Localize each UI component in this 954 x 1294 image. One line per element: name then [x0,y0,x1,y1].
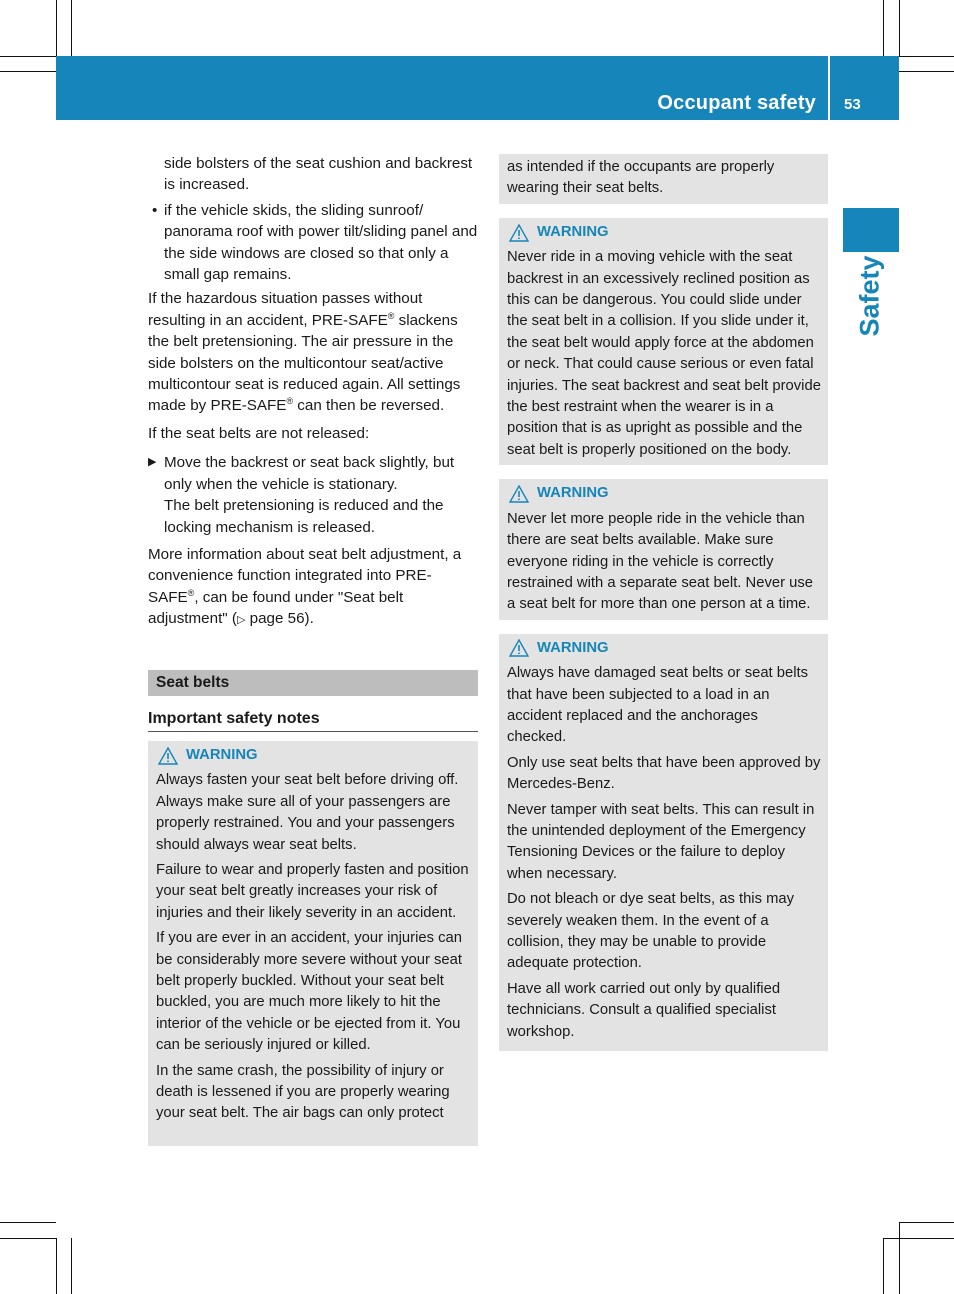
crop-mark [0,1222,56,1223]
crop-mark [56,0,57,56]
subsection-heading: Important safety notes [148,708,478,732]
step-result: The belt pretensioning is reduced and the locking mechanism is released. [164,497,444,536]
left-column [148,153,478,1146]
header-bar [56,56,828,120]
page-number: 53 [844,96,861,113]
paragraph: If the seat belts are not released: [148,424,370,442]
warning-header [507,638,821,659]
warning-text: Always have damaged seat belts or seat belts that have been subjected to a load in an accident replaced and the anchorages checked. [507,665,809,746]
registered-mark: ® [286,396,294,407]
crop-mark [884,1238,954,1239]
step-text: Move the backrest or seat back slightly, but only when the vehicle is stationary. [164,454,455,493]
warning-text: If you are ever in an accident, your injuries can be considerably more severe without your seat belt properly buckled. Without your seat belt buckled, you are much more likely to hit the interior of the vehicle or be ejected from it. You can be seriously injured or killed. [156,930,462,1054]
warning-header [507,222,821,243]
warning-text: Only use seat belts that have been approved by Mercedes-Benz. [507,754,821,793]
list-item [148,200,478,286]
crop-mark [71,0,72,56]
side-tab-label: Safety [854,255,885,337]
page-number-box [830,56,899,120]
crop-mark [899,1222,954,1223]
continued-text: side bolsters of the seat cushion and backrest is increased. [164,155,473,194]
crop-mark [0,56,56,57]
crop-mark [71,1238,72,1294]
triangle-right-icon: ▶ [148,456,157,469]
page-title: Occupant safety [657,92,816,114]
warning-box [499,479,828,619]
registered-mark: ® [387,310,395,321]
warning-text: Never ride in a moving vehicle with the seat backrest in an excessively reclined position as this can be dangerous. You could slide under the seat belt in a collision. If you slide under it, the seat belt would apply force at the abdomen or neck. That could cause serious or even fatal injuries. The seat backrest and seat belt provide the best restraint when the wearer is in a position that is as upright as possible and the seat belt is properly positioned on the body. [507,249,821,458]
page-reference-link[interactable]: page 56). [245,610,314,628]
crop-mark [899,1222,900,1294]
list-item-text: if the vehicle skids, the sliding sunroof/ panorama roof with power tilt/sliding panel and the side windows are closed so that only a small gap remains. [164,201,478,284]
warning-triangle-icon [158,747,178,765]
warning-box-continued [499,154,828,204]
warning-label: WARNING [537,485,609,502]
warning-label: WARNING [537,639,609,656]
crop-mark [0,1238,56,1239]
warning-text: Always fasten your seat belt before driving off. Always make sure all of your passengers are properly restrained. You and your passengers should always wear seat belts. [156,772,459,853]
warning-header [156,745,471,766]
warning-text: Failure to wear and properly fasten and position your seat belt greatly increases your risk of injuries and their likely severity in an accident. [156,861,469,921]
crop-mark [899,71,954,72]
spacer [499,204,828,218]
crop-mark [56,1238,57,1294]
warning-box [148,741,478,1146]
paragraph-text: If the hazardous situation passes without resulting in an accident, PRE-SAFE [148,290,423,329]
paragraph-text: slackens the belt pretensioning. The air pressure in the side bolsters on the multicontour seat/active multicontour seat is reduced again. All settings made by PRE-SAFE [148,311,461,415]
crop-mark [0,71,56,72]
warning-text: Have all work carried out only by qualified technicians. Consult a qualified specialist workshop. [507,980,781,1040]
warning-triangle-icon [509,224,529,242]
warning-text: Do not bleach or dye seat belts, as this may severely weaken them. In the event of a collision, they may be unable to provide adequate protection. [507,891,795,972]
registered-mark: ® [187,587,195,598]
warning-label: WARNING [186,746,258,763]
crop-mark [899,0,900,56]
paragraph-text: More information about seat belt adjustment, a convenience function integrated into PRE-SAFE [148,545,462,606]
crop-mark [883,1238,884,1294]
paragraph [148,288,478,416]
paragraph [148,544,478,632]
warning-triangle-icon [509,485,529,503]
paragraph-text: , can be found under "Seat belt adjustment" ( [148,588,404,628]
warning-text: Never tamper with seat belts. This can result in the unintended deployment of the Emergency Tensioning Devices or the failure to deploy when necessary. [507,801,815,882]
warning-triangle-icon [509,639,529,657]
crop-mark [899,56,954,57]
crop-mark [883,0,884,56]
page-ref-arrow-icon: ▷ [236,614,246,627]
warning-header [507,483,821,504]
spacer [499,620,828,634]
warning-box [499,634,828,1051]
warning-box [499,218,828,465]
warning-label: WARNING [537,223,609,240]
bullet-icon: • [152,201,158,219]
right-column [499,154,828,1051]
paragraph-text: can then be reversed. [293,397,445,415]
warning-text: as intended if the occupants are properly wearing their seat belts. [507,159,775,197]
spacer [499,465,828,479]
section-heading: Seat belts [148,670,478,696]
instruction-step [148,452,478,538]
warning-text: Never let more people ride in the vehicle than there are seat belts available. Make sure everyone riding in the vehicle is correctly restrained with a separate seat belt. Never use a seat belt for more than one person at a time. [507,510,813,613]
side-tab-marker [843,208,899,252]
warning-text: In the same crash, the possibility of injury or death is lessened if you are properly wearing your seat belt. The air bags can only protect [156,1062,450,1122]
